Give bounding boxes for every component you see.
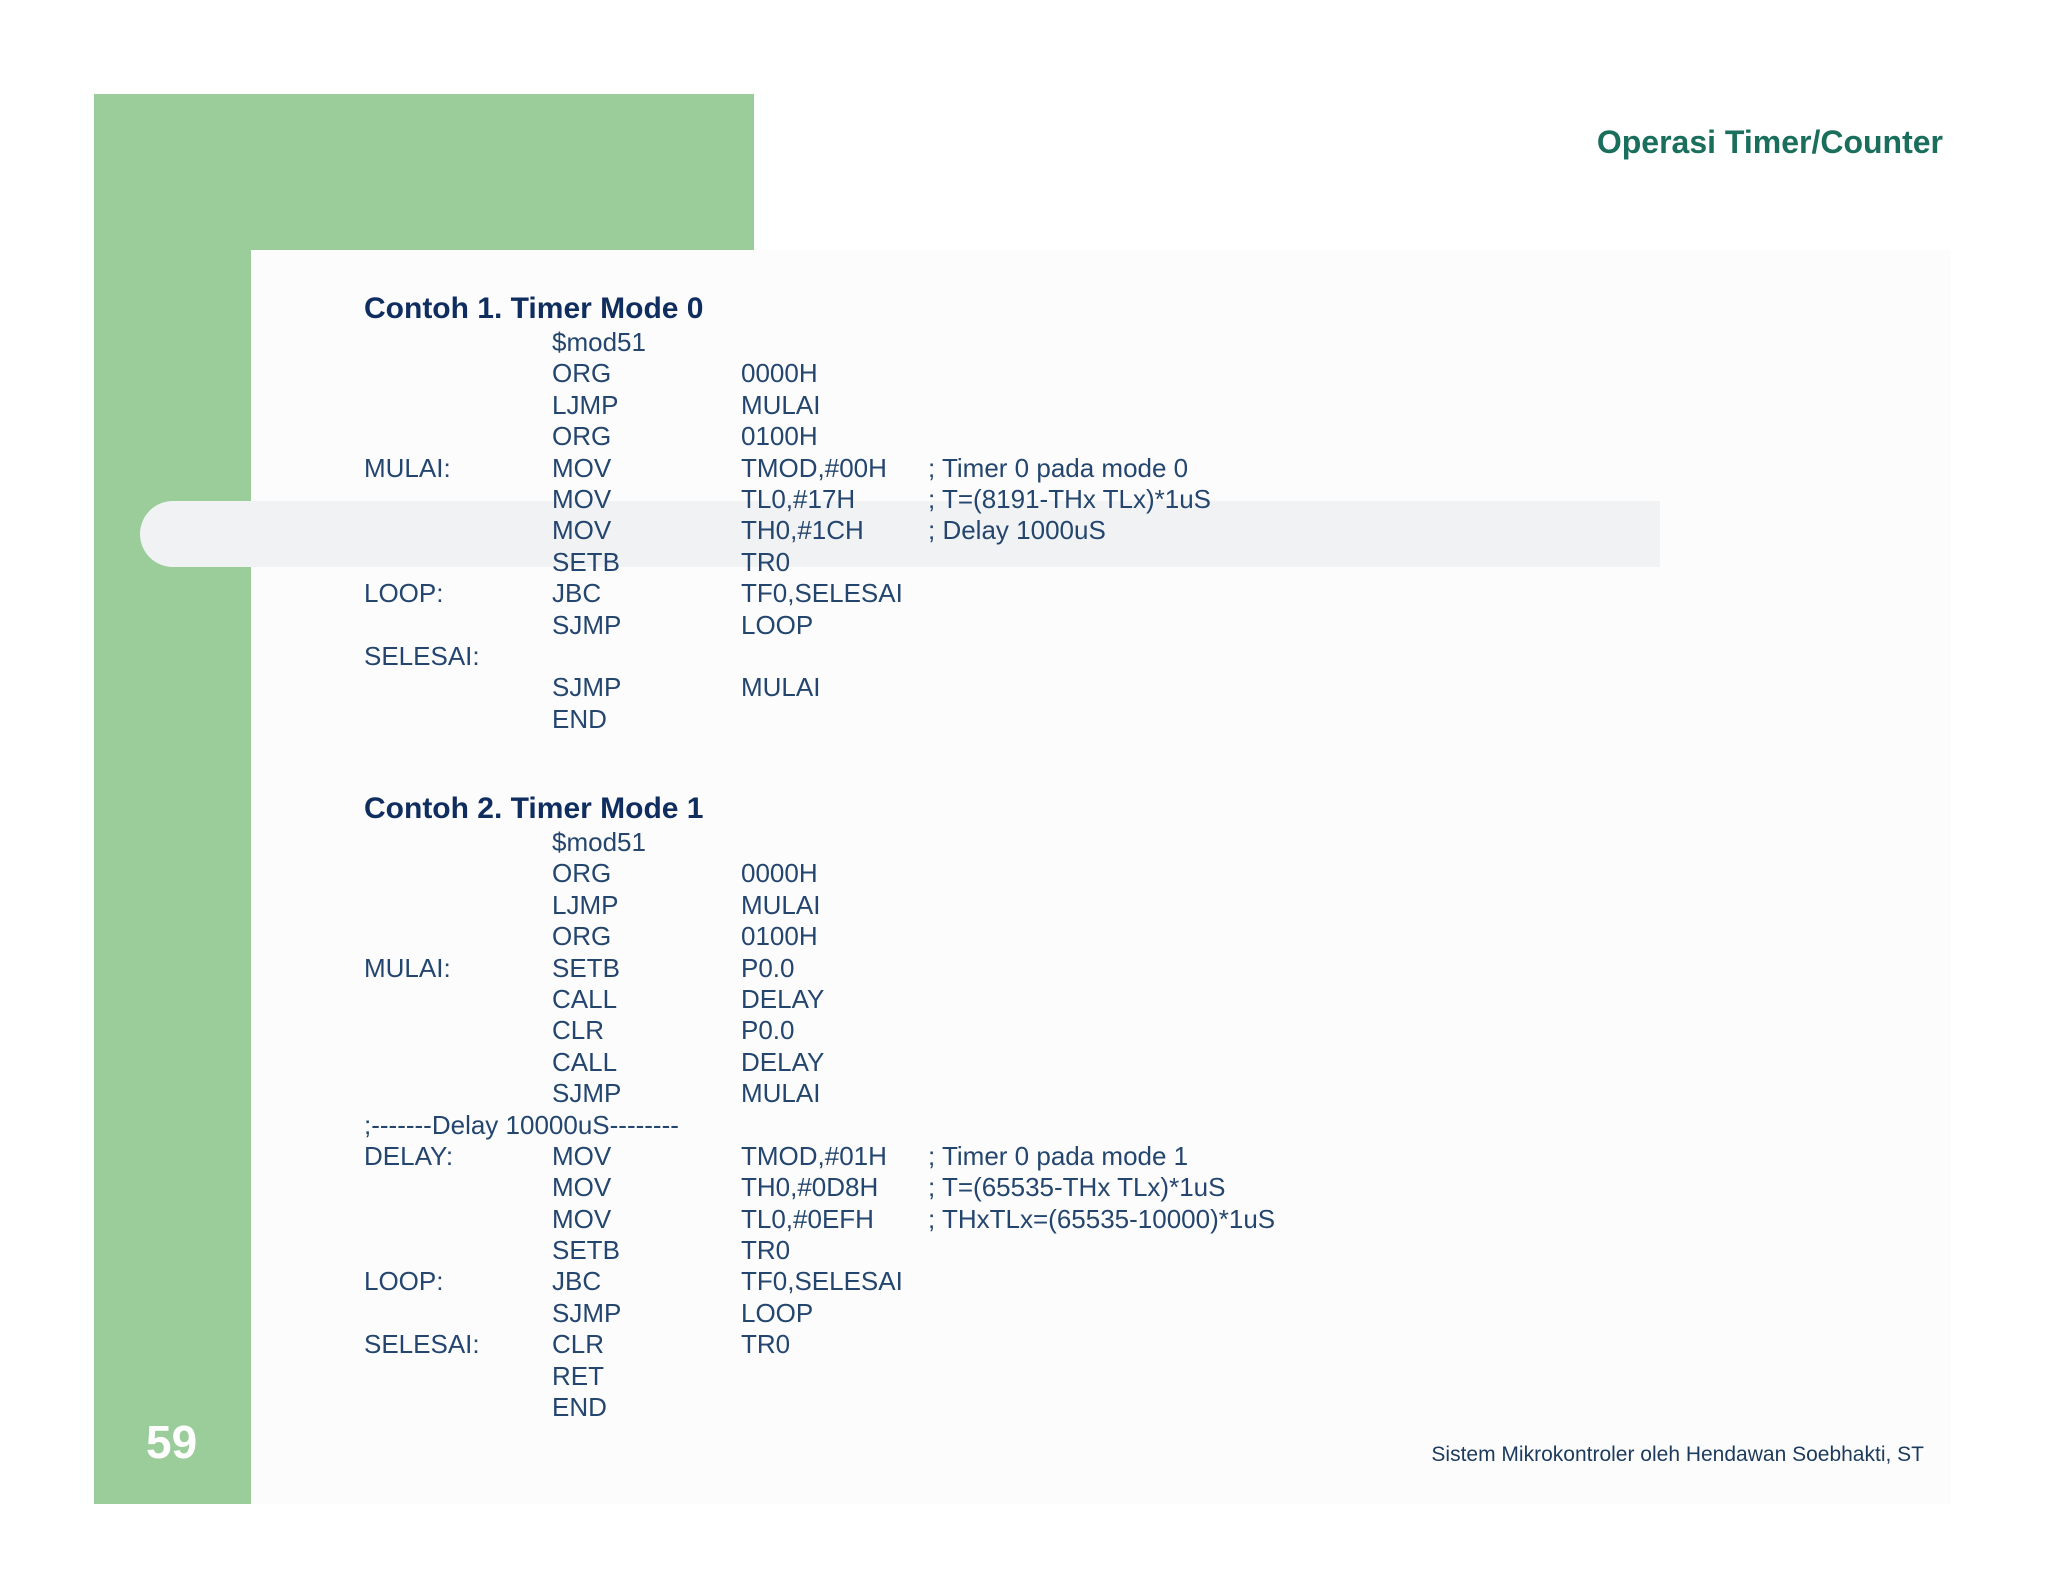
code-line — [364, 1361, 703, 1392]
code-mnemonic: MOV — [552, 1172, 612, 1203]
example-1-title: Contoh 1. Timer Mode 0 — [364, 292, 704, 325]
code-mnemonic: MOV — [552, 452, 612, 483]
code-mnemonic: $mod51 — [552, 827, 646, 857]
code-line — [364, 327, 703, 358]
code-mnemonic: SETB — [552, 546, 620, 577]
page-number: 59 — [146, 1416, 198, 1468]
code-comment: ; Delay 1000uS — [928, 515, 1106, 546]
code-operand: DELAY — [741, 983, 825, 1014]
code-line — [364, 1015, 795, 1046]
code-mnemonic: SETB — [552, 952, 620, 983]
code-comment: ; Timer 0 pada mode 1 — [928, 1140, 1189, 1171]
code-operand: MULAI — [741, 672, 821, 703]
code-mnemonic: LJMP — [552, 389, 619, 420]
code-label: LOOP: — [364, 1266, 444, 1297]
code-line — [364, 827, 703, 858]
code-operand: TH0,#1CH — [741, 515, 864, 546]
code-line — [364, 1203, 1276, 1235]
code-label: MULAI: — [364, 952, 451, 983]
code-line — [364, 641, 703, 672]
code-operand: LOOP — [741, 609, 814, 640]
code-line — [364, 672, 821, 703]
footer-credit: Sistem Mikrokontroler oleh Hendawan Soebhakti, ST — [1431, 1443, 1924, 1466]
example-2-title: Contoh 2. Timer Mode 1 — [364, 792, 704, 825]
slide-side-accent — [94, 94, 251, 1504]
code-line — [364, 1329, 791, 1360]
code-operand: MULAI — [741, 1078, 821, 1109]
code-line — [364, 1110, 703, 1141]
code-line — [364, 389, 821, 421]
code-line — [364, 952, 795, 984]
code-comment: ; T=(65535-THx TLx)*1uS — [928, 1172, 1226, 1203]
code-line — [364, 921, 818, 952]
code-mnemonic: ORG — [552, 421, 612, 452]
code-line — [364, 1172, 1226, 1203]
code-line — [364, 858, 818, 889]
code-label: LOOP: — [364, 578, 444, 609]
code-mnemonic: $mod51 — [552, 327, 646, 357]
code-operand: P0.0 — [741, 952, 795, 983]
code-label: SELESAI: — [364, 1329, 480, 1360]
code-label: DELAY: — [364, 1140, 454, 1171]
code-mnemonic: ORG — [552, 921, 612, 952]
code-line — [364, 1140, 1189, 1172]
code-line — [364, 983, 825, 1015]
code-mnemonic: ORG — [552, 358, 612, 389]
code-operand: TR0 — [741, 1235, 791, 1266]
code-mnemonic: END — [552, 703, 607, 734]
code-line — [364, 452, 1189, 484]
code-operand: TMOD,#01H — [741, 1140, 887, 1171]
code-operand: TR0 — [741, 1329, 791, 1360]
code-line — [364, 1235, 791, 1266]
code-mnemonic: CALL — [552, 1046, 618, 1077]
code-line — [364, 358, 818, 389]
code-label: MULAI: — [364, 452, 451, 483]
code-mnemonic: JBC — [552, 1266, 602, 1297]
code-operand: TH0,#0D8H — [741, 1172, 879, 1203]
code-mnemonic: ORG — [552, 858, 612, 889]
code-line — [364, 1297, 814, 1329]
code-comment: ; Timer 0 pada mode 0 — [928, 452, 1189, 483]
code-operand: TL0,#17H — [741, 483, 856, 514]
code-mnemonic: MOV — [552, 1140, 612, 1171]
code-line — [364, 1266, 903, 1297]
code-operand: 0100H — [741, 421, 818, 452]
code-line — [364, 1078, 821, 1109]
code-operand: 0000H — [741, 858, 818, 889]
example-1-code — [364, 327, 1211, 735]
code-mnemonic: SJMP — [552, 1297, 622, 1328]
code-operand: P0.0 — [741, 1015, 795, 1046]
code-line — [364, 1046, 825, 1078]
code-line — [364, 546, 791, 578]
code-label: SELESAI: — [364, 640, 480, 671]
code-operand: TF0,SELESAI — [741, 578, 903, 609]
code-operand: 0000H — [741, 358, 818, 389]
code-mnemonic: MOV — [552, 483, 612, 514]
slide-header-title: Operasi Timer/Counter — [1596, 124, 1943, 160]
code-operand: TF0,SELESAI — [741, 1266, 903, 1297]
code-mnemonic: LJMP — [552, 889, 619, 920]
code-mnemonic: SJMP — [552, 609, 622, 640]
code-mnemonic: CLR — [552, 1015, 605, 1046]
code-line — [364, 515, 1106, 546]
code-mnemonic: JBC — [552, 578, 602, 609]
example-1 — [364, 291, 1211, 735]
code-mnemonic: MOV — [552, 515, 612, 546]
code-line — [364, 578, 903, 609]
code-mnemonic: SJMP — [552, 1078, 622, 1109]
code-operand: TR0 — [741, 546, 791, 577]
example-2 — [364, 791, 1276, 1423]
code-operand: 0100H — [741, 921, 818, 952]
code-operand: LOOP — [741, 1297, 814, 1328]
code-line — [364, 1392, 703, 1423]
code-line — [364, 483, 1211, 515]
code-operand: MULAI — [741, 389, 821, 420]
code-mnemonic: MOV — [552, 1203, 612, 1234]
code-line — [364, 609, 814, 641]
code-line — [364, 704, 703, 735]
code-line — [364, 421, 818, 452]
code-line — [364, 889, 821, 921]
code-operand: MULAI — [741, 889, 821, 920]
code-mnemonic: CALL — [552, 983, 618, 1014]
code-mnemonic: SETB — [552, 1235, 620, 1266]
code-comment: ; T=(8191-THx TLx)*1uS — [928, 483, 1211, 514]
code-mnemonic: SJMP — [552, 672, 622, 703]
code-operand: DELAY — [741, 1046, 825, 1077]
code-operand: TMOD,#00H — [741, 452, 887, 483]
example-2-code — [364, 827, 1276, 1423]
code-mnemonic: CLR — [552, 1329, 605, 1360]
code-label: ;-------Delay 10000uS-------- — [364, 1109, 679, 1140]
code-mnemonic: RET — [552, 1360, 604, 1391]
code-comment: ; THxTLx=(65535-10000)*1uS — [928, 1203, 1276, 1234]
code-operand: TL0,#0EFH — [741, 1203, 874, 1234]
code-mnemonic: END — [552, 1392, 607, 1423]
